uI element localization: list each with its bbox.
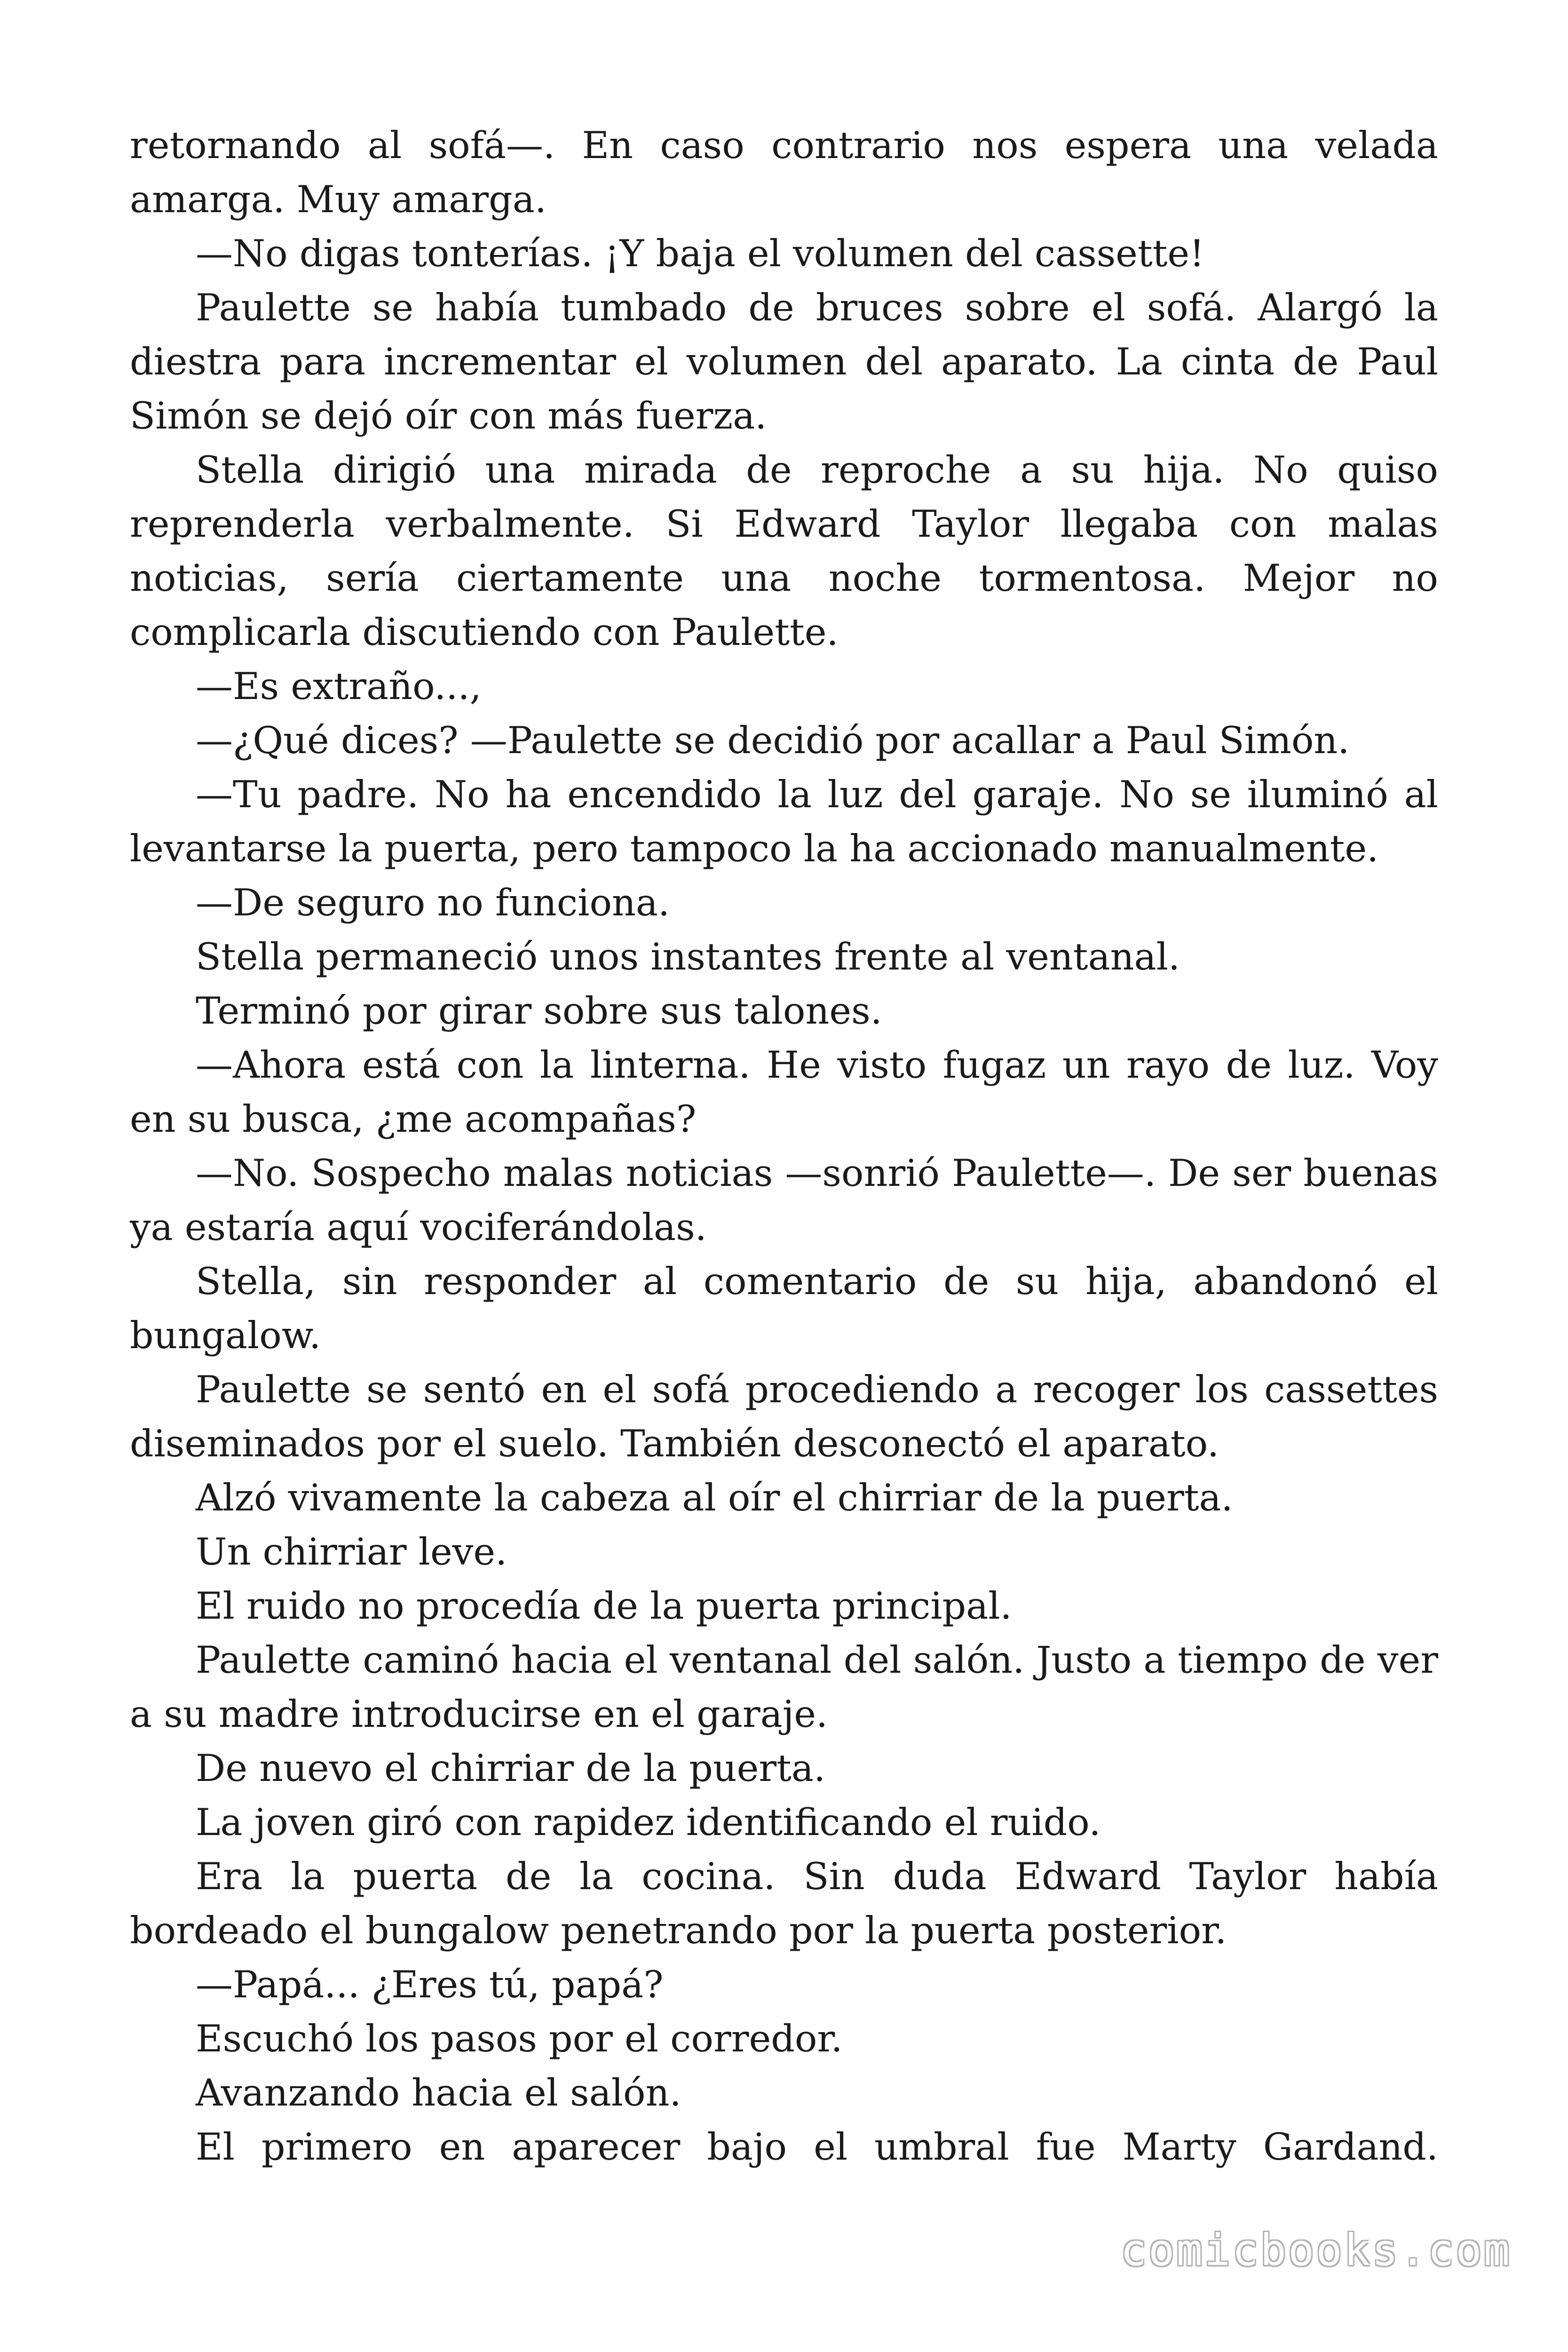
paragraph-3: Paulette se había tumbado de bruces sobre el sofá. Alargó la diestra para incrementar el volumen del aparato. La cinta de Paul Simón se dejó oír con más fuerza. <box>130 286 1438 437</box>
paragraph-18: Paulette caminó hacia el ventanal del salón. Justo a tiempo de ver a su madre introducirse en el garaje. <box>130 1638 1438 1736</box>
paragraph-2: —No digas tonterías. ¡Y baja el volumen del cassette! <box>196 232 1204 275</box>
paragraph-16: Un chirriar leve. <box>196 1530 507 1573</box>
paragraph-13: Stella, sin responder al comentario de su hija, abandonó el bungalow. <box>130 1260 1438 1357</box>
paragraph-15: Alzó vivamente la cabeza al oír el chirriar de la puerta. <box>196 1476 1233 1519</box>
watermark-logo: comicbooks.com <box>1120 2225 1512 2275</box>
paragraph-11: —Ahora está con la linterna. He visto fugaz un rayo de luz. Voy en su busca, ¿me acompañas? <box>130 1043 1438 1141</box>
paragraph-9: Stella permaneció unos instantes frente al ventanal. <box>196 935 1180 978</box>
paragraph-7: —Tu padre. No ha encendido la luz del garaje. No se iluminó al levantarse la puerta, pero tampoco la ha accionado manualmente. <box>130 773 1438 870</box>
paragraph-12: —No. Sospecho malas noticias —sonrió Paulette—. De ser buenas ya estaría aquí vociferándolas. <box>130 1152 1438 1249</box>
paragraph-17: El ruido no procedía de la puerta principal. <box>196 1584 1012 1628</box>
paragraph-4: Stella dirigió una mirada de reproche a su hija. No quiso reprenderla verbalmente. Si Edward Taylor llegaba con malas noticias, sería ciertamente una noche tormentosa. Mejor no complicarla discutiendo con Paulette. <box>130 448 1438 654</box>
paragraph-25: El primero en aparecer bajo el umbral fue Marty Gardand. <box>196 2125 1438 2169</box>
paragraph-1: retornando al sofá—. En caso contrario nos espera una velada amarga. Muy amarga. <box>130 124 1438 221</box>
paragraph-5: —Es extraño..., <box>196 665 482 708</box>
paragraph-19: De nuevo el chirriar de la puerta. <box>196 1747 826 1790</box>
paragraph-14: Paulette se sentó en el sofá procediendo a recoger los cassettes diseminados por el suelo. También desconectó el aparato. <box>130 1368 1438 1465</box>
paragraph-8: —De seguro no funciona. <box>196 881 670 924</box>
paragraph-24: Avanzando hacia el salón. <box>196 2071 681 2114</box>
paragraph-6: —¿Qué dices? —Paulette se decidió por acallar a Paul Simón. <box>196 719 1350 762</box>
paragraph-21: Era la puerta de la cocina. Sin duda Edward Taylor había bordeado el bungalow penetrando por la puerta posterior. <box>130 1855 1438 1952</box>
paragraph-20: La joven giró con rapidez identificando el ruido. <box>196 1801 1101 1844</box>
paragraph-22: —Papá... ¿Eres tú, papá? <box>196 1963 664 2006</box>
body-text <box>130 119 1438 2174</box>
paragraph-23: Escuchó los pasos por el corredor. <box>196 2017 843 2060</box>
paragraph-10: Terminó por girar sobre sus talones. <box>196 989 882 1033</box>
